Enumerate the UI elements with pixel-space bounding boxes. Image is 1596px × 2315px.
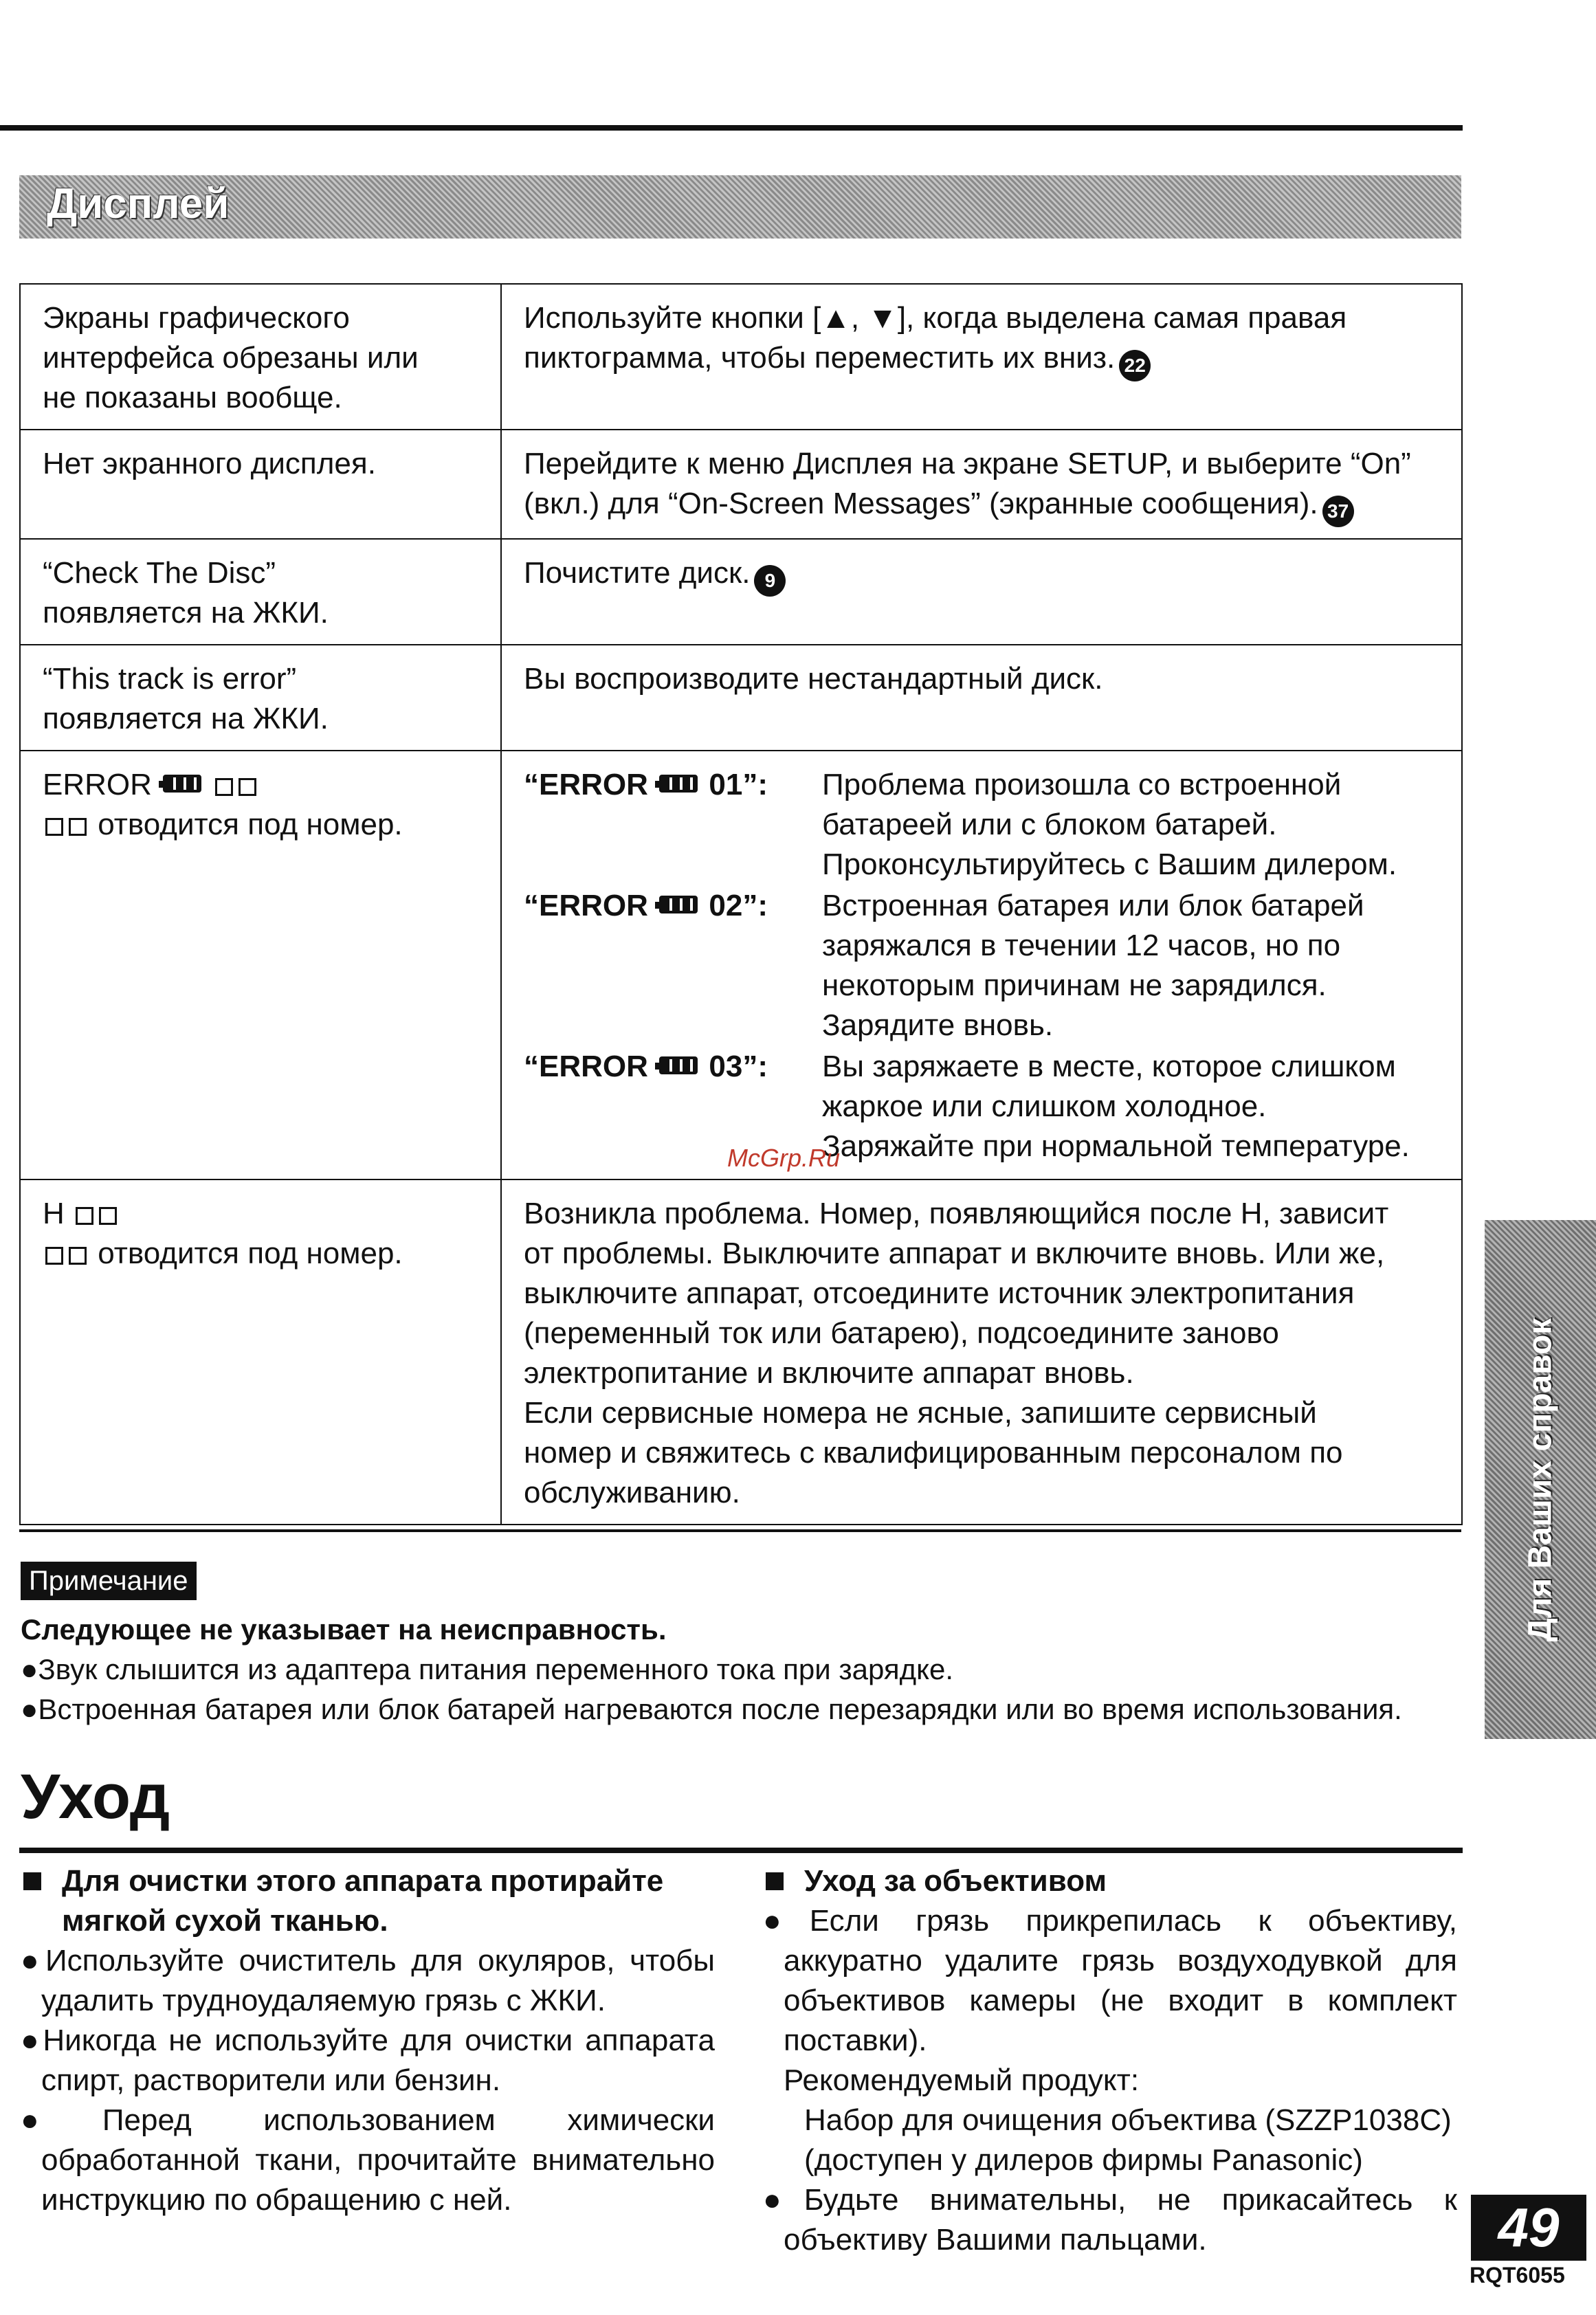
side-index-tab[interactable] xyxy=(1485,1220,1596,1739)
note-heading: Следующее не указывает на неисправность. xyxy=(21,1613,667,1646)
battery-icon xyxy=(163,775,201,793)
solution-cell: Возникла проблема. Номер, появляющийся после H, зависит от проблемы. Выключите аппарат и включите вновь. Или же, выключите аппарат, отсоедините источник электропитания (переменный ток или батарею), подсоедините заново электропитание и включите аппарат вновь. Если сервисные номера не ясные, запишите сервисный номер и свяжитесь с квалифицированным персоналом по обслуживанию. xyxy=(501,1179,1462,1525)
page-ref-badge: 22 xyxy=(1119,350,1151,381)
problem-cell: Нет экранного дисплея. xyxy=(20,430,501,539)
troubleshooting-table xyxy=(19,283,1463,1525)
section-title: Дисплей xyxy=(47,180,230,228)
table-row xyxy=(20,539,1462,645)
side-tab-label: Для Ваших справок xyxy=(1522,1318,1559,1642)
square-bullet-icon xyxy=(23,1872,41,1890)
note-bullet: ●Звук слышится из адаптера питания переменного тока при зарядке. xyxy=(21,1653,953,1685)
care-title: Уход xyxy=(21,1762,170,1832)
placeholder-box-icon xyxy=(215,778,233,796)
document-code: RQT6055 xyxy=(1470,2263,1565,2288)
table-row xyxy=(20,645,1462,751)
error-entry: “ERROR 01”: Проблема произошла со встроенной батареей или с блоком батарей. Проконсультируйтесь с Вашим дилером. xyxy=(524,768,1397,881)
solution-cell: Вы воспроизводите нестандартный диск. xyxy=(501,645,1462,751)
placeholder-box-icon xyxy=(99,1207,117,1225)
solution-cell xyxy=(501,751,1462,1179)
battery-icon xyxy=(659,1056,698,1074)
table-row xyxy=(20,1179,1462,1525)
solution-cell: Используйте кнопки [▲, ▼], когда выделена самая правая пиктограмма, чтобы переместить их вниз. 22 xyxy=(501,284,1462,430)
page-ref-badge: 37 xyxy=(1322,496,1354,527)
recommended-label: Рекомендуемый продукт: xyxy=(784,2063,1140,2097)
care-left-column xyxy=(21,1861,715,2220)
placeholder-box-icon xyxy=(45,818,63,836)
placeholder-box-icon xyxy=(76,1207,93,1225)
table-bottom-rule xyxy=(19,1529,1461,1532)
problem-cell: ERROR отводится под номер. xyxy=(20,751,501,1179)
square-bullet-icon xyxy=(766,1872,784,1890)
top-rule xyxy=(0,125,1463,131)
care-bullet: ●Будьте внимательны, не прикасайтесь к объективу Вашими пальцами. xyxy=(763,2183,1457,2257)
section-banner xyxy=(19,175,1461,239)
care-right-column xyxy=(763,1861,1457,2260)
page-ref-badge: 9 xyxy=(754,565,786,597)
care-title-rule xyxy=(19,1848,1463,1853)
error-entry: “ERROR 02”: Встроенная батарея или блок батарей заряжался в течении 12 часов, но по некоторым причинам не зарядился. Зарядите вновь. xyxy=(524,889,1364,1042)
note-label: Примечание xyxy=(21,1562,197,1600)
placeholder-box-icon xyxy=(69,1247,87,1265)
recommended-product-note: (доступен у дилеров фирмы Panasonic) xyxy=(804,2143,1363,2177)
problem-cell: Экраны графического интерфейса обрезаны или не показаны вообще. xyxy=(20,284,501,430)
care-bullet: ●Никогда не используйте для очистки аппарата спирт, растворители или бензин. xyxy=(21,2024,715,2097)
problem-cell: H отводится под номер. xyxy=(20,1179,501,1525)
placeholder-box-icon xyxy=(239,778,256,796)
problem-cell: “This track is error” появляется на ЖКИ. xyxy=(20,645,501,751)
recommended-product: Набор для очищения объектива (SZZP1038C) xyxy=(804,2103,1452,2137)
placeholder-box-icon xyxy=(69,818,87,836)
care-bullet: ●Используйте очиститель для окуляров, чтобы удалить трудноудаляемую грязь с ЖКИ. xyxy=(21,1944,715,2017)
page-number: 49 xyxy=(1471,2195,1586,2261)
watermark: McGrp.Ru xyxy=(727,1144,841,1172)
care-left-heading: Для очистки этого аппарата протирайте мягкой сухой тканью. xyxy=(21,1861,715,1941)
placeholder-box-icon xyxy=(45,1247,63,1265)
care-bullet: ●Перед использованием химически обработанной ткани, прочитайте внимательно инструкцию по обращению с ней. xyxy=(21,2103,715,2217)
error-entry: “ERROR 03”: Вы заряжаете в месте, которое слишком жаркое или слишком холодное. Заряжайте при нормальной температуре. xyxy=(524,1050,1410,1163)
solution-cell: Почистите диск. 9 xyxy=(501,539,1462,645)
table-row xyxy=(20,284,1462,430)
solution-cell: Перейдите к меню Дисплея на экране SETUP, и выберите “On” (вкл.) для “On-Screen Messages” (экранные сообщения). 37 xyxy=(501,430,1462,539)
care-right-heading: Уход за объективом xyxy=(763,1861,1457,1901)
battery-icon xyxy=(659,896,698,913)
care-bullet: ●Если грязь прикрепилась к объективу, аккуратно удалите грязь воздуходувкой для объективов камеры (не входит в комплект поставки). xyxy=(763,1904,1457,2057)
problem-cell: “Check The Disc” появляется на ЖКИ. xyxy=(20,539,501,645)
battery-icon xyxy=(659,775,698,793)
table-row xyxy=(20,430,1462,539)
note-bullet: ●Встроенная батарея или блок батарей нагреваются после перезарядки или во время использования. xyxy=(21,1693,1402,1725)
note-body xyxy=(21,1610,1457,1729)
table-row xyxy=(20,751,1462,1179)
